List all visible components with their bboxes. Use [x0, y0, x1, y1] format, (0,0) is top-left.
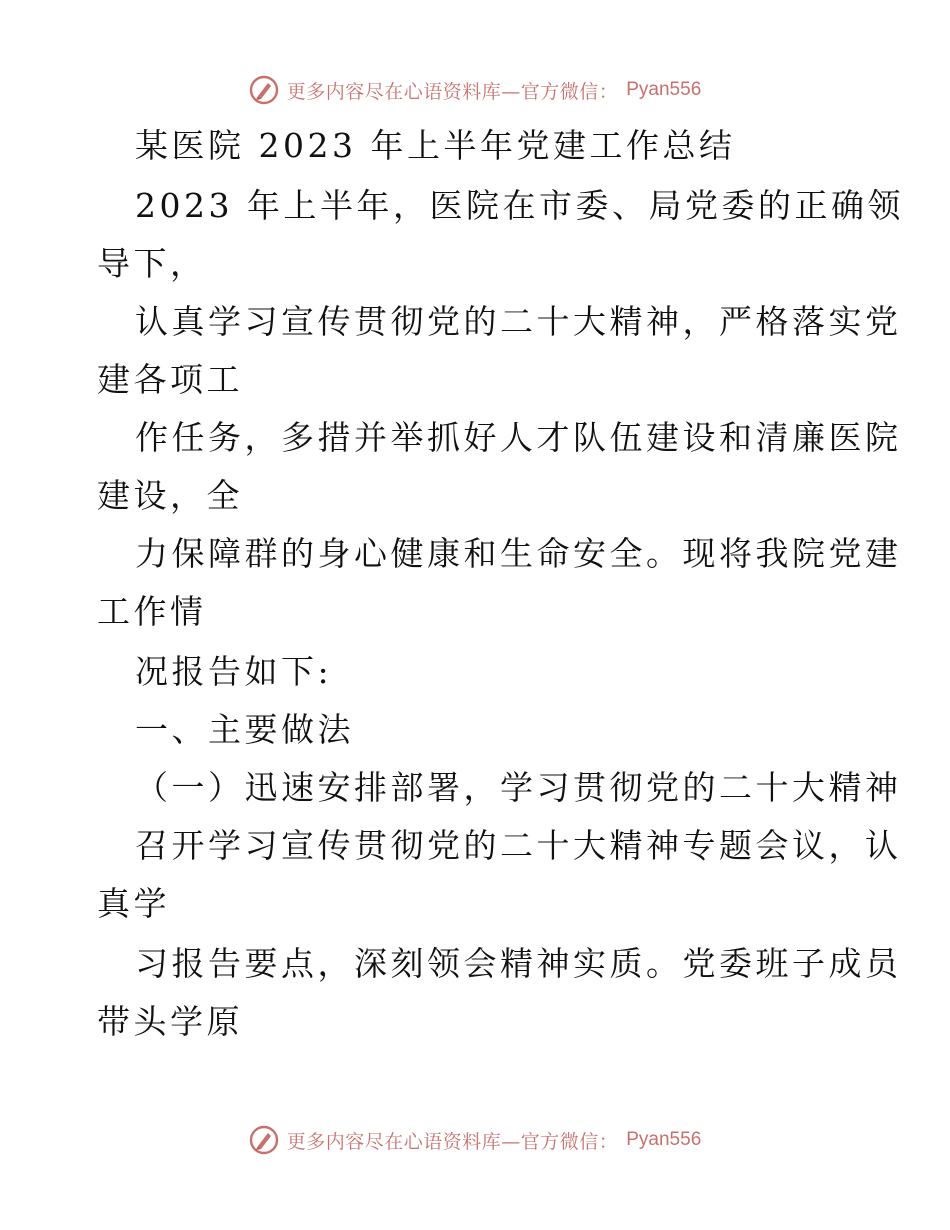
watermark-wechat-id: Pyan556	[626, 79, 702, 100]
paragraph-line: 建各项工	[97, 360, 243, 399]
pen-seal-icon	[249, 1125, 279, 1155]
paragraph-line: 带头学原	[97, 1002, 243, 1041]
paragraph-line: 力保障群的身心健康和生命安全。现将我院党建	[135, 534, 902, 573]
document-title: 某医院 2023 年上半年党建工作总结	[135, 126, 736, 165]
section-heading: 一、主要做法	[135, 710, 354, 749]
paragraph-line: 认真学习宣传贯彻党的二十大精神，严格落实党	[135, 302, 902, 341]
watermark-text: 更多内容尽在心语资料库—官方微信：	[286, 80, 619, 103]
paragraph-line: 建设，全	[97, 476, 243, 515]
watermark-header	[0, 70, 950, 110]
paragraph-line: 工作情	[97, 592, 207, 631]
paragraph-line: 2023 年上半年，医院在市委、局党委的正确领	[135, 186, 904, 225]
paragraph-line: 真学	[97, 884, 170, 923]
paragraph-line: 召开学习宣传贯彻党的二十大精神专题会议，认	[135, 826, 902, 865]
pen-seal-icon	[249, 75, 279, 105]
watermark-footer	[0, 1120, 950, 1160]
watermark-wechat-id: Pyan556	[626, 1129, 702, 1150]
subsection-heading: （一）迅速安排部署，学习贯彻党的二十大精神	[135, 768, 902, 807]
paragraph-line: 作任务，多措并举抓好人才队伍建设和清廉医院	[135, 418, 902, 457]
paragraph-line: 习报告要点，深刻领会精神实质。党委班子成员	[135, 944, 902, 983]
paragraph-line: 导下，	[97, 244, 207, 283]
watermark-text: 更多内容尽在心语资料库—官方微信：	[286, 1130, 619, 1153]
paragraph-line: 况报告如下:	[135, 652, 333, 691]
